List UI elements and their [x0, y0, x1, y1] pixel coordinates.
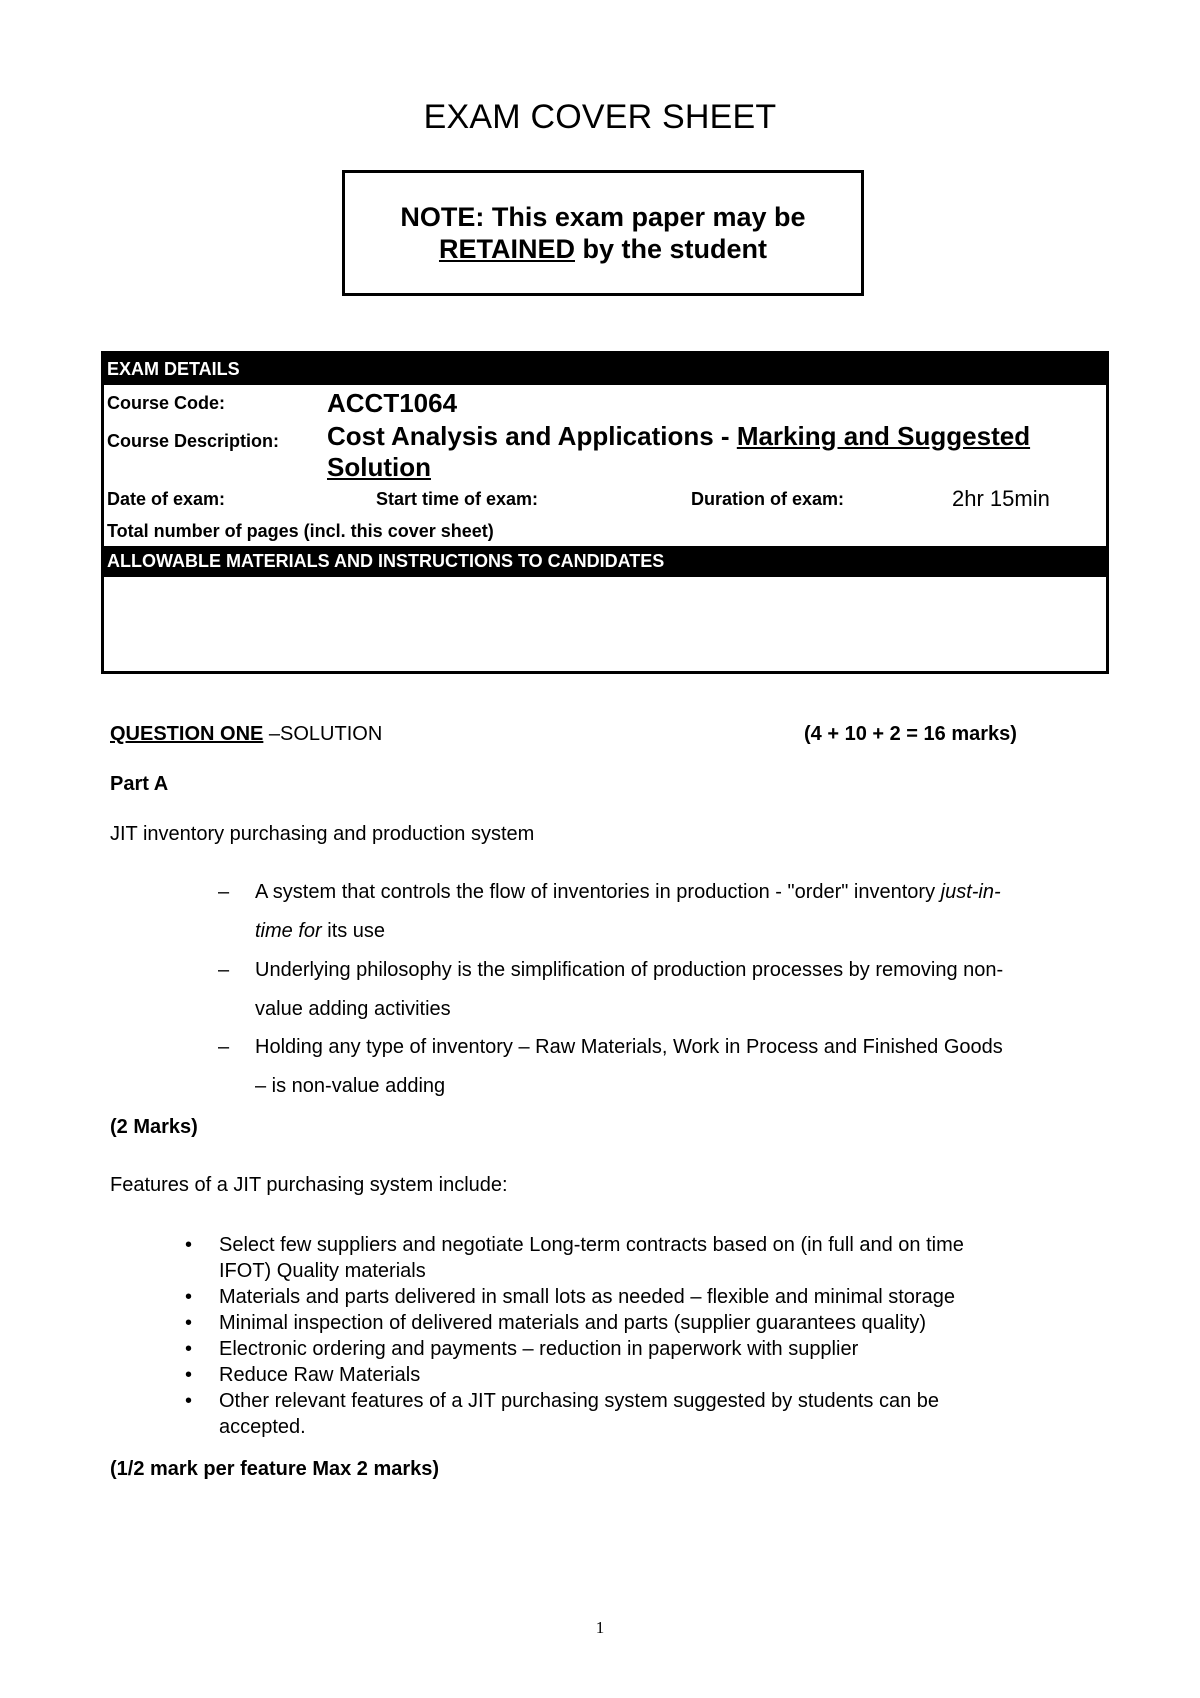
feature-text: Electronic ordering and payments – reduction in paperwork with supplier [219, 1338, 859, 1360]
start-time-label: Start time of exam: [376, 489, 539, 509]
dash-list-item [218, 951, 1098, 1029]
feature-1-line-1: Select few suppliers and negotiate Long-term contracts based on (in full and on time [219, 1234, 964, 1256]
duration-label: Duration of exam: [691, 489, 845, 509]
instructions-area [104, 577, 1106, 667]
question-heading [110, 723, 382, 746]
dash-glyph: – [218, 959, 230, 981]
feature-text: Minimal inspection of delivered materials and parts (supplier guarantees quality) [219, 1312, 927, 1334]
duration-value: 2hr 15min [952, 486, 1050, 511]
feature-text: Reduce Raw Materials [219, 1364, 421, 1386]
feature-1-line-2: IFOT) Quality materials [219, 1260, 426, 1282]
note-line-2 [439, 233, 767, 265]
bullet-glyph: • [185, 1364, 193, 1386]
retention-note-box [342, 170, 864, 296]
feature-6-line-2: accepted. [219, 1416, 306, 1438]
dash-item-2-line-2: value adding activities [255, 998, 451, 1020]
course-description-value [327, 421, 1097, 483]
exam-details-box [101, 351, 1109, 674]
dash-list-item [218, 1028, 1098, 1106]
dash-item-1-italic-2: time for [255, 920, 322, 942]
course-description-row [104, 421, 1106, 483]
total-pages-label: Total number of pages (incl. this cover sheet) [107, 521, 494, 541]
dash-item-text [255, 1028, 1095, 1106]
dash-item-text [255, 873, 1095, 951]
dash-item-3-line-2: – is non-value adding [255, 1075, 446, 1097]
course-description-underlined-1: Marking and Suggested [736, 421, 1031, 451]
course-description-label: Course Description: [107, 431, 280, 451]
dash-item-1-line-2: its use [321, 920, 386, 942]
dash-item-3-line-1: Holding any type of inventory – Raw Materials, Work in Process and Finished Goods [255, 1036, 1003, 1058]
dash-item-1-line-1: A system that controls the flow of inventories in production - "order" inventory [255, 881, 941, 903]
bullet-glyph: • [185, 1286, 193, 1308]
feature-6-line-1: Other relevant features of a JIT purchasing system suggested by students can be [219, 1390, 940, 1412]
part-intro: JIT inventory purchasing and production system [110, 823, 535, 845]
dash-item-1-italic-1: just-in- [940, 881, 1001, 903]
course-code-label: Course Code: [107, 393, 226, 413]
instructions-header: ALLOWABLE MATERIALS AND INSTRUCTIONS TO CANDIDATES [104, 546, 1106, 577]
part-a-marks: (2 Marks) [110, 1116, 198, 1138]
exam-timing-row [104, 483, 1106, 515]
course-code-row [104, 385, 1106, 421]
feature-text: Materials and parts delivered in small lots as needed – flexible and minimal storage [219, 1286, 955, 1308]
course-description-plain: Cost Analysis and Applications - [327, 421, 737, 451]
course-description-underlined-2: Solution [327, 452, 431, 482]
feature-text [219, 1232, 1079, 1284]
part-heading: Part A [110, 773, 169, 795]
features-intro: Features of a JIT purchasing system include: [110, 1174, 508, 1196]
dash-list-item [218, 873, 1098, 951]
page-title: EXAM COVER SHEET [423, 98, 777, 136]
bullet-glyph: • [185, 1338, 193, 1360]
exam-details-header: EXAM DETAILS [104, 354, 1106, 385]
total-pages-row [104, 515, 1106, 546]
bullet-glyph: • [185, 1312, 193, 1334]
question-marks: (4 + 10 + 2 = 16 marks) [804, 723, 1017, 745]
question-heading-rest: –SOLUTION [263, 723, 383, 745]
dash-glyph: – [218, 1036, 230, 1058]
date-of-exam-label: Date of exam: [107, 489, 226, 509]
note-retained-word: RETAINED [438, 234, 575, 264]
feature-text [219, 1388, 1079, 1440]
bullet-glyph: • [185, 1234, 193, 1256]
course-code-value: ACCT1064 [327, 388, 458, 418]
dash-item-2-line-1: Underlying philosophy is the simplification of production processes by removing non- [255, 959, 1004, 981]
page-number: 1 [595, 1618, 605, 1637]
dash-item-text [255, 951, 1095, 1029]
bullet-glyph: • [185, 1390, 193, 1412]
dash-glyph: – [218, 881, 230, 903]
note-line-1: NOTE: This exam paper may be [400, 202, 806, 232]
feature-marks: (1/2 mark per feature Max 2 marks) [110, 1458, 440, 1480]
note-line-2-rest: by the student [575, 234, 768, 264]
question-heading-underlined: QUESTION ONE [110, 723, 264, 745]
